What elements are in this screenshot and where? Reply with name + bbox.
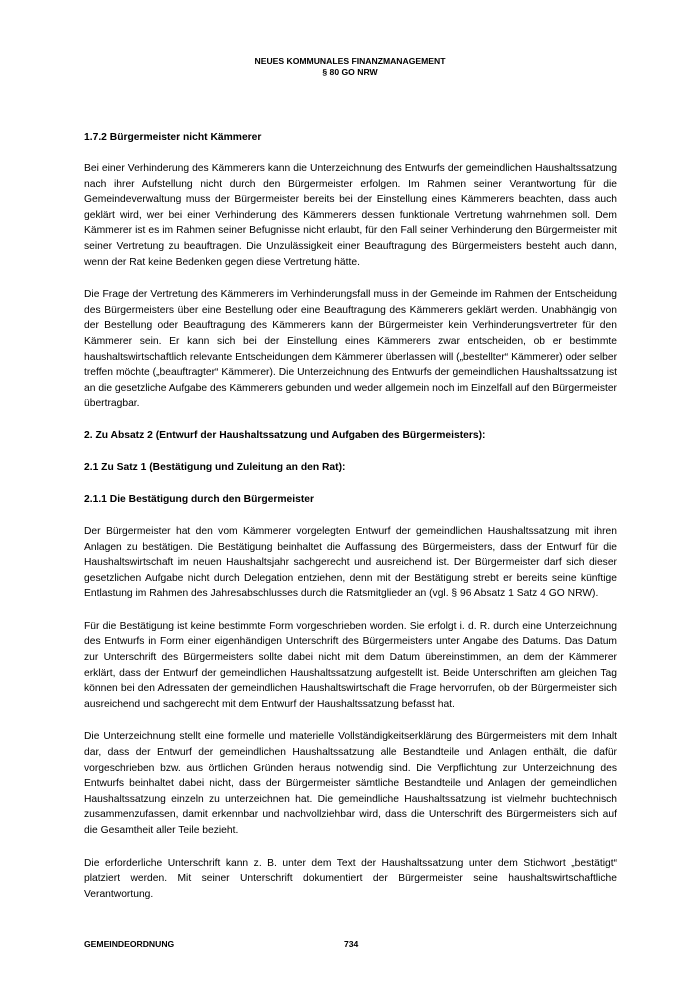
page-footer — [84, 939, 617, 951]
header-subtitle: § 80 GO NRW — [322, 67, 378, 77]
paragraph-1: Bei einer Verhinderung des Kämmerers kann die Unterzeichnung des Entwurfs der gemeindlichen Haushaltssatzung nach ihrer Aufstellung nicht durch den Bürgermeister erfolgen. Im Rahmen seiner Verantwortung für die Gemeindeverwaltung muss der Bürgermeister bereits bei der Einstellung eines Kämmerers beachten, dass auch geklärt wird, wer bei einer Verhinderung des Kämmerers dessen funktionale Vertretung wahrnehmen soll. Dem Kämmerer ist es im Rahmen seiner Befugnisse nicht erlaubt, für den Fall seiner Verhinderung den Bürgermeister mit seiner Vertretung zu beauftragen. Die Unzulässigkeit einer Beauftragung des Bürgermeisters besteht auch dann, wenn der Rat keine Bedenken gegen diese Vertretung hätte. — [84, 163, 617, 268]
paragraph-2: Die Frage der Vertretung des Kämmerers im Verhinderungsfall muss in der Gemeinde im Rahmen der Entscheidung des Bürgermeisters über eine Bestellung oder eine Beauftragung des Kämmerers geklärt werden. Unabhängig von der Bestellung oder Beauftragung des Kämmerers kann der Bürgermeister kein Verhinderungsvertreter für den Kämmerer sein. Er kann sich bei der Einstellung eines Kämmerers zwar entscheiden, ob er bestimmte haushaltswirtschaftlich relevante Entscheidungen dem Kämmerer überlassen will („bestellter“ Kämmerer) oder selber treffen möchte („beauftragter“ Kämmerer). Die Unterzeichnung des Entwurfs der gemeindlichen Haushaltssatzung ist an die gesetzliche Aufgabe des Kämmerers gebunden und weder allgemein noch im Einzelfall auf den Bürgermeister übertragbar. — [84, 289, 617, 410]
header-title: NEUES KOMMUNALES FINANZMANAGEMENT — [254, 56, 446, 66]
footer-title: GEMEINDEORDNUNG — [84, 939, 175, 949]
heading-2-1-1: 2.1.1 Die Bestätigung durch den Bürgermeister — [84, 493, 315, 505]
page-number: 734 — [344, 939, 359, 949]
paragraph-5: Die Unterzeichnung stellt eine formelle und materielle Vollständigkeitserklärung des Bürgermeisters mit dem Inhalt dar, dass der Entwurf der gemeindlichen Haushaltssatzung alle Bestandteile und Anlagen enthält, die dafür vorgeschrieben bzw. aus örtlichen Gründen heraus notwendig sind. Die Verpflichtung zur Unterzeichnung des Entwurfs beinhaltet dabei nicht, dass der Bürgermeister sämtliche Bestandteile und Anlagen der gemeindlichen Haushaltssatzung einzeln zu unterzeichnen hat. Die gemeindliche Haushaltssatzung ist vielmehr buchtechnisch zusammenzufassen, damit erkennbar und nachvollziehbar wird, dass die Unterschrift des Bürgermeisters sich auf die Gesamtheit aller Teile bezieht. — [84, 731, 617, 836]
heading-2-1: 2.1 Zu Satz 1 (Bestätigung und Zuleitung an den Rat): — [84, 461, 346, 473]
page-header — [0, 56, 700, 78]
paragraph-3: Der Bürgermeister hat den vom Kämmerer vorgelegten Entwurf der gemeindlichen Haushaltssatzung mit ihren Anlagen zu bestätigen. Die Bestätigung beinhaltet die Auffassung des Bürgermeisters, dass der Entwurf für die Haushaltswirtschaft im neuen Haushaltsjahr sachgerecht und ausreichend ist. Der Bürgermeister darf sich dieser gesetzlichen Aufgabe nicht durch Delegation entziehen, denn mit der Bestätigung strebt er bereits seine künftige Entlastung im Rahmen des Jahresabschlusses durch die Ratsmitglieder an (vgl. § 96 Absatz 1 Satz 4 GO NRW). — [84, 525, 617, 600]
paragraph-4: Für die Bestätigung ist keine bestimmte Form vorgeschrieben worden. Sie erfolgt i. d. R. durch eine Unterzeichnung des Entwurfs in Form einer eigenhändigen Unterschrift des Bürgermeisters unter Angabe des Datums. Das Datum zur Unterschrift des Bürgermeisters sollte dabei nicht mit dem Datum übereinstimmen, an dem der Kämmerer erklärt, dass der Entwurf der gemeindlichen Haushaltssatzung aufgestellt ist. Beide Unterschriften am gleichen Tag können bei den Adressaten der gemeindlichen Haushaltswirtschaft die Frage hervorrufen, ob der Bürgermeister sich ausreichend und sachgerecht mit dem Entwurf der Haushaltssatzung befasst hat. — [84, 620, 617, 710]
document-body — [84, 131, 617, 919]
heading-1-7-2: 1.7.2 Bürgermeister nicht Kämmerer — [84, 132, 262, 143]
paragraph-6: Die erforderliche Unterschrift kann z. B. unter dem Text der Haushaltssatzung unter dem Stichwort „bestätigt“ platziert werden. Mit seiner Unterschrift dokumentiert der Bürgermeister seine haushaltswirtschaftliche Verantwortung. — [84, 857, 617, 900]
heading-2: 2. Zu Absatz 2 (Entwurf der Haushaltssatzung und Aufgaben des Bürgermeisters): — [84, 429, 486, 441]
